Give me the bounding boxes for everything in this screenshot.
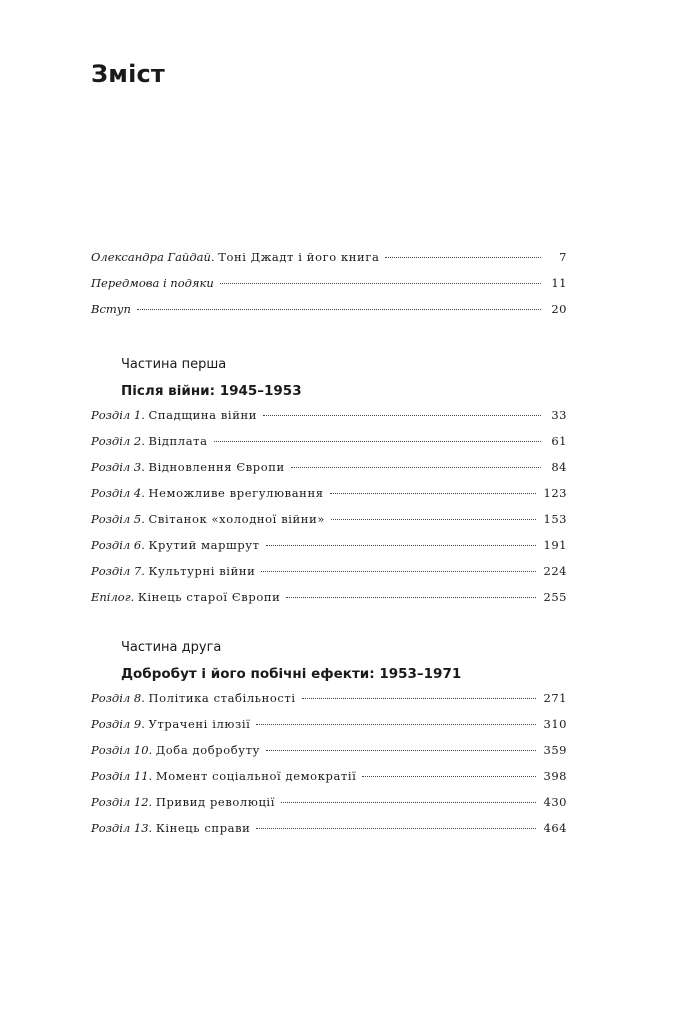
- toc-entry-prefix: Епілог: [91, 590, 131, 604]
- toc-entry-prefix: Розділ 13: [91, 821, 149, 835]
- toc-entry-chapter-8[interactable]: [91, 691, 567, 717]
- dot-leader: [256, 724, 535, 725]
- toc-entry-page: 191: [543, 538, 567, 552]
- part-title: Після війни: 1945–1953: [121, 383, 302, 399]
- toc-entry-prefix: Розділ 11: [91, 769, 149, 783]
- toc-entry-text: [91, 434, 208, 448]
- toc-entry-prefix: Розділ 3: [91, 460, 142, 474]
- toc-entry-chapter-10[interactable]: [91, 743, 567, 769]
- toc-entry-page: 464: [543, 821, 567, 835]
- dot-leader: [266, 750, 536, 751]
- part-label: Частина перша: [121, 357, 227, 372]
- toc-entry-prefix: Передмова і подяки: [91, 276, 214, 290]
- toc-entry-prefix: Розділ 2: [91, 434, 142, 448]
- toc-entry-prefix: Розділ 4: [91, 486, 142, 500]
- toc-entry-title: Кінець справи: [155, 821, 251, 835]
- toc-entry-text: [91, 460, 285, 474]
- toc-entry-text: [91, 512, 325, 526]
- toc-entry-prefix: Розділ 6: [91, 538, 142, 552]
- toc-entry-title: Доба добробуту: [155, 743, 260, 757]
- toc-entry-title: Культурні війни: [148, 564, 256, 578]
- toc-entry-separator: .: [141, 691, 149, 705]
- toc-entry-text: [91, 486, 324, 500]
- toc-entry-separator: .: [148, 743, 156, 757]
- toc-entry-text: [91, 302, 131, 316]
- toc-entry-page: 84: [551, 460, 567, 474]
- dot-leader: [331, 519, 536, 520]
- chapter-list: [91, 408, 567, 616]
- toc-entry-title: Момент соціальної демократії: [155, 769, 357, 783]
- toc-entry-chapter-13[interactable]: [91, 821, 567, 847]
- toc-entry-chapter-4[interactable]: [91, 486, 567, 512]
- toc-entry-title: Політика стабільності: [148, 691, 296, 705]
- chapter-list: [91, 691, 567, 847]
- front-matter-list: [91, 250, 567, 328]
- toc-entry-prefix: Розділ 7: [91, 564, 142, 578]
- toc-entry-text: [91, 691, 296, 705]
- toc-entry-prefix: Розділ 12: [91, 795, 149, 809]
- toc-entry-title: Крутий маршрут: [148, 538, 260, 552]
- toc-entry-title: Неможливе врегулювання: [148, 486, 324, 500]
- toc-entry-separator: .: [141, 408, 149, 422]
- toc-entry-chapter-7[interactable]: [91, 564, 567, 590]
- toc-entry-text: [91, 276, 214, 290]
- toc-entry-text: [91, 769, 356, 783]
- toc-entry-separator: .: [148, 821, 156, 835]
- toc-entry-title: Тоні Джадт і його книга: [218, 250, 380, 264]
- toc-entry-page: 20: [551, 302, 567, 316]
- toc-entry-prefix: Розділ 9: [91, 717, 142, 731]
- dot-leader: [291, 467, 541, 468]
- toc-entry-separator: .: [141, 564, 149, 578]
- part-label: Частина друга: [121, 640, 222, 655]
- toc-entry-page: 359: [543, 743, 567, 757]
- toc-entry-page: 11: [551, 276, 567, 290]
- page-title: Зміст: [91, 60, 166, 88]
- dot-leader: [362, 776, 535, 777]
- toc-entry-separator: .: [148, 769, 156, 783]
- toc-entry-text: [91, 795, 275, 809]
- toc-entry-text: [91, 590, 280, 604]
- part-one-section: [91, 352, 567, 616]
- dot-leader: [137, 309, 541, 310]
- toc-entry-prefix: Олександра Гайдай: [91, 250, 211, 264]
- dot-leader: [220, 283, 541, 284]
- toc-entry-page: 255: [543, 590, 567, 604]
- dot-leader: [286, 597, 535, 598]
- toc-entry-prefix: Розділ 10: [91, 743, 149, 757]
- toc-entry-page: 310: [543, 717, 567, 731]
- toc-entry-separator: .: [141, 460, 149, 474]
- dot-leader: [266, 545, 536, 546]
- toc-entry-prefix: Розділ 5: [91, 512, 142, 526]
- part-title: Добробут і його побічні ефекти: 1953–1971: [121, 666, 462, 682]
- toc-entry-page: 430: [543, 795, 567, 809]
- toc-entry-chapter-6[interactable]: [91, 538, 567, 564]
- toc-entry-chapter-1[interactable]: [91, 408, 567, 434]
- toc-entry-page: 271: [543, 691, 567, 705]
- toc-entry-separator: .: [148, 795, 156, 809]
- toc-entry-page: 123: [543, 486, 567, 500]
- dot-leader: [214, 441, 541, 442]
- dot-leader: [330, 493, 536, 494]
- toc-entry-page: 33: [551, 408, 567, 422]
- toc-entry-chapter-12[interactable]: [91, 795, 567, 821]
- toc-entry-page: 61: [551, 434, 567, 448]
- toc-entry-title: Відновлення Європи: [148, 460, 285, 474]
- toc-entry-text: [91, 717, 250, 731]
- toc-entry-chapter-2[interactable]: [91, 434, 567, 460]
- toc-entry-prefix: Розділ 8: [91, 691, 142, 705]
- toc-entry-preface[interactable]: [91, 276, 567, 302]
- toc-entry-text: [91, 821, 250, 835]
- toc-entry-separator: .: [141, 434, 149, 448]
- toc-entry-page: 7: [559, 250, 567, 264]
- toc-entry-separator: .: [141, 486, 149, 500]
- dot-leader: [263, 415, 541, 416]
- dot-leader: [281, 802, 536, 803]
- toc-entry-text: [91, 538, 260, 552]
- toc-entry-prefix: Розділ 1: [91, 408, 142, 422]
- toc-entry-chapter-11[interactable]: [91, 769, 567, 795]
- toc-entry-title: Спадщина війни: [148, 408, 257, 422]
- part-two-section: [91, 635, 567, 847]
- toc-entry-separator: .: [130, 590, 138, 604]
- toc-entry-page: 224: [543, 564, 567, 578]
- toc-entry-chapter-3[interactable]: [91, 460, 567, 486]
- toc-entry-title: Відплата: [148, 434, 208, 448]
- toc-entry-title: Кінець старої Європи: [137, 590, 281, 604]
- toc-entry-introduction[interactable]: [91, 302, 567, 328]
- toc-entry-text: [91, 564, 255, 578]
- dot-leader: [302, 698, 536, 699]
- toc-entry-title: Привид революції: [155, 795, 275, 809]
- dot-leader: [256, 828, 535, 829]
- toc-entry-separator: .: [141, 538, 149, 552]
- toc-entry-title: Світанок «холодної війни»: [148, 512, 325, 526]
- dot-leader: [385, 257, 541, 258]
- toc-entry-chapter-9[interactable]: [91, 717, 567, 743]
- toc-entry-chapter-5[interactable]: [91, 512, 567, 538]
- toc-entry-epilogue[interactable]: [91, 590, 567, 616]
- toc-entry-page: 398: [543, 769, 567, 783]
- toc-entry-page: 153: [543, 512, 567, 526]
- toc-entry-separator: .: [141, 512, 149, 526]
- toc-entry-text: [91, 408, 257, 422]
- toc-entry-prefix: Вступ: [91, 302, 131, 316]
- dot-leader: [261, 571, 535, 572]
- toc-entry-separator: .: [141, 717, 149, 731]
- toc-entry-editor-intro[interactable]: [91, 250, 567, 276]
- toc-entry-text: [91, 250, 379, 264]
- toc-entry-separator: .: [210, 250, 219, 264]
- toc-entry-text: [91, 743, 260, 757]
- toc-entry-title: Утрачені ілюзії: [148, 717, 251, 731]
